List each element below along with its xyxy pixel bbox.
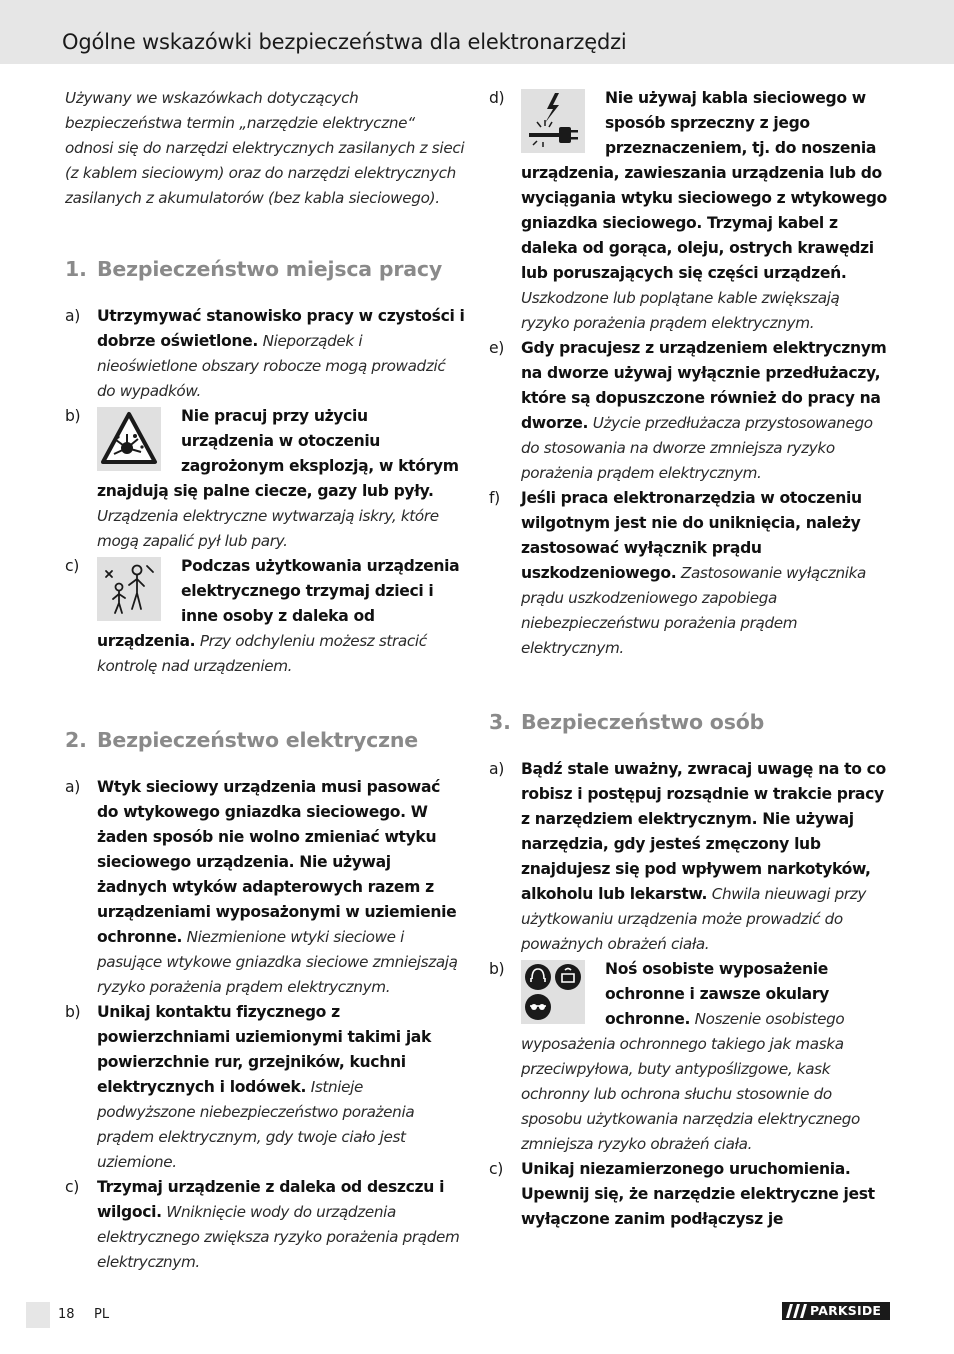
list-item: b) Noś osobiste wyposażenie ochronne i zawsze okulary ochronne. Noszenie osobistego wyposażenia ochronnego takiego jak maska przeciwpyłowa, buty antypoślizgowe, kask ochronny lub ochrona słuchu stosownie do sposobu użytkowania narzędzia elektrycznego zmniejsza ryzyko obrażeń ciała.: [489, 960, 861, 1153]
page-title: Ogólne wskazówki bezpieczeństwa dla elektronarzędzi: [62, 30, 627, 54]
brand-stripes-icon: [786, 1304, 808, 1318]
list-item: c) Unikaj niezamierzonego uruchomienia. Upewnij się, że narzędzie elektryczne jest wyłączone zanim podłączysz je: [489, 1160, 875, 1228]
list-item: b) Unikaj kontaktu fizycznego z powierzchniami uziemionymi takimi jak powierzchnie rur, grzejników, kuchni elektrycznych i lodówek. Istnieje podwyższone niebezpieczeństwo porażenia prądem elektrycznym, gdy twoje ciało jest uziemione.: [65, 1003, 432, 1171]
cable-hazard-icon: [521, 89, 585, 153]
protective-equipment-icon: [521, 960, 585, 1024]
intro-text: Używany we wskazówkach dotyczących bezpieczeństwa termin „narzędzie elektryczne“ odnosi się do narzędzi elektrycznych zasilanych z sieci (z kablem sieciowym) oraz do narzędzi elektrycznych zasilanych z akumulatorów (bez kabla sieciowego).: [65, 89, 465, 207]
list-item: a) Bądź stale uważny, zwracaj uwagę na to co robisz i postępuj rozsądnie w trakcie pracy z narzędziem elektrycznym. Nie używaj narzędzia, gdy jesteś zmęczony lub znajdujesz się pod wpływem narkotyków, alkoholu lub lekarstw. Chwila nieuwagi przy użytkowaniu urządzenia może prowadzić do poważnych obrażeń ciała.: [489, 760, 886, 953]
language-code: PL: [94, 1307, 110, 1322]
section-1-title: 1. Bezpieczeństwo miejsca pracy: [65, 257, 442, 281]
list-item: e) Gdy pracujesz z urządzeniem elektrycznym na dworze używaj wyłącznie przedłużaczy, które są dopuszczone również do pracy na dworze. Użycie przedłużacza przystosowanego do stosowania na dworze zmniejsza ryzyko porażenia prądem elektrycznym.: [489, 339, 887, 482]
brand-name: PARKSIDE: [810, 1303, 882, 1318]
list-item: b) Nie pracuj przy użyciu urządzenia w otoczeniu zagrożonym eksplozją, w którym znajdują się palne ciecze, gazy lub pyły. Urządzenia elektryczne wytwarzają iskry, które mogą zapalić pył lub pary.: [65, 407, 459, 550]
footer-tab: [26, 1302, 50, 1328]
brand-logo: [782, 1302, 890, 1320]
section-3-title: 3. Bezpieczeństwo osób: [489, 710, 765, 734]
left-column: [65, 86, 465, 1275]
list-item: c) Podczas użytkowania urządzenia elektrycznego trzymaj dzieci i inne osoby z daleka od urządzenia. Przy odchyleniu możesz stracić kontrolę nad urządzeniem.: [65, 557, 460, 675]
explosion-hazard-icon: [97, 407, 161, 471]
list-item: a) Wtyk sieciowy urządzenia musi pasować do wtykowego gniazdka sieciowego. W żaden sposób nie wolno zmieniać wtyku sieciowego urządzenia. Nie używaj żadnych wtyków adapterowych razem z urządzeniami wyposażonymi w uziemienie ochronne. Niezmienione wtyki sieciowe i pasujące wtykowe gniazdka sieciowe zmniejszają ryzyko porażenia prądem elektrycznym.: [65, 778, 458, 996]
right-column: [489, 86, 891, 1232]
section-2-title: 2. Bezpieczeństwo elektryczne: [65, 728, 418, 752]
page-number: 18: [58, 1307, 75, 1322]
keep-children-away-icon: [97, 557, 161, 621]
list-item: c) Trzymaj urządzenie z daleka od deszczu i wilgoci. Wniknięcie wody do urządzenia elektrycznego zwiększa ryzyko porażenia prądem elektrycznym.: [65, 1178, 460, 1271]
list-item: a) Utrzymywać stanowisko pracy w czystości i dobrze oświetlone. Nieporządek i nieoświetlone obszary robocze mogą prowadzić do wypadków.: [65, 307, 465, 400]
list-item: d) Nie używaj kabla sieciowego w sposób sprzeczny z jego przeznaczeniem, tj. do noszenia urządzenia, zawieszania urządzenia lub do wyciągania wtyku sieciowego z wtykowego gniazdka sieciowego. Trzymaj kabel z daleka od gorąca, oleju, ostrych krawędzi lub poruszających się części urządzeń. Uszkodzone lub poplątane kable zwiększają ryzyko porażenia prądem elektrycznym.: [489, 89, 887, 332]
list-item: f) Jeśli praca elektronarzędzia w otoczeniu wilgotnym jest nie do uniknięcia, należy zastosować wyłącznik prądu uszkodzeniowego. Zastosowanie wyłącznika prądu uszkodzeniowego zapobiega niebezpieczeństwu porażenia prądem elektrycznym.: [489, 489, 867, 657]
